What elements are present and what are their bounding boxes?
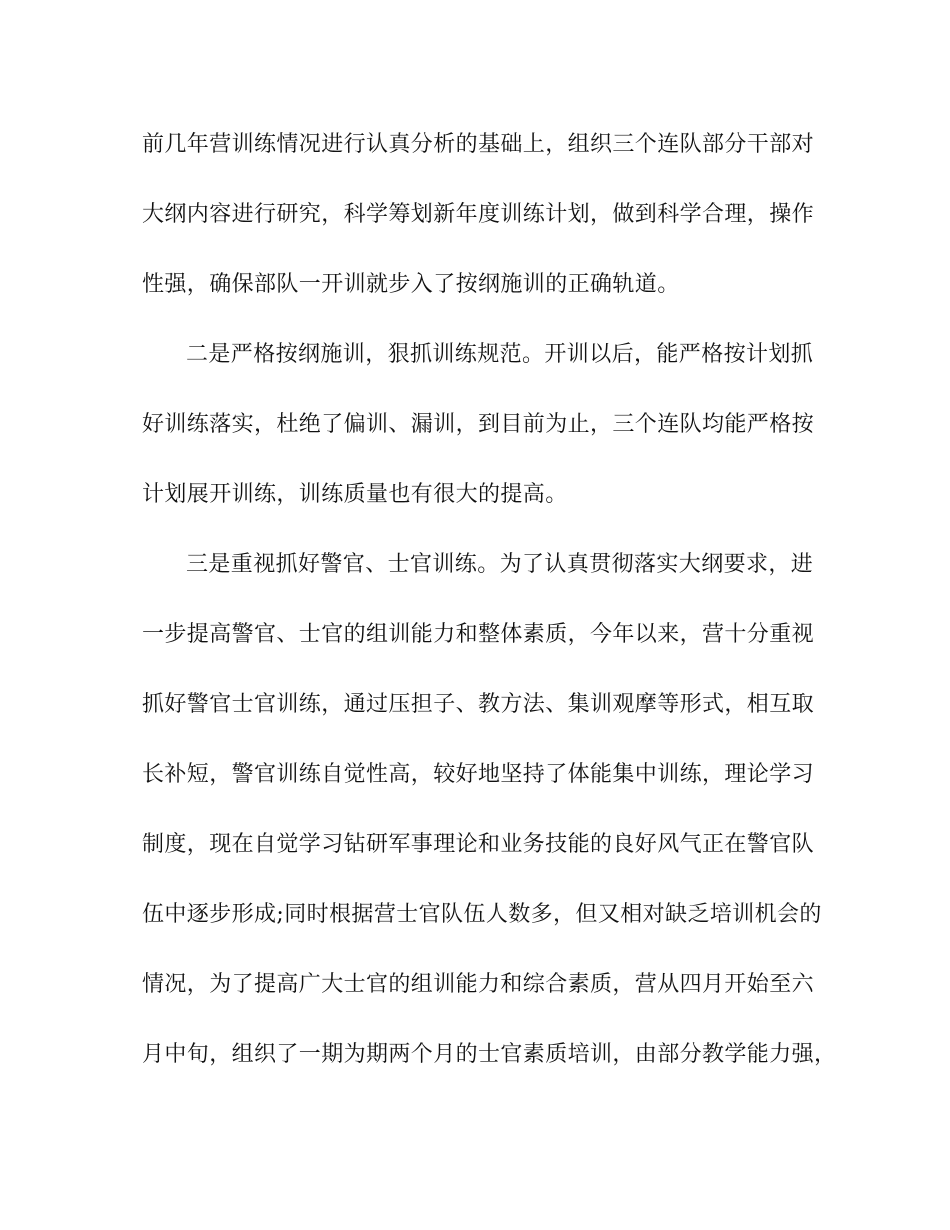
text-line: 长补短，警官训练自觉性高，较好地坚持了体能集中训练，理论学习 bbox=[142, 762, 815, 787]
body-text bbox=[142, 110, 837, 1090]
text-line: 伍中逐步形成;同时根据营士官队伍人数多，但又相对缺乏培训机会的 bbox=[142, 902, 822, 927]
text-line: 制度，现在自觉学习钻研军事理论和业务技能的良好风气正在警官队 bbox=[142, 832, 815, 857]
text-line: 月中旬，组织了一期为期两个月的士官素质培训，由部分教学能力强， bbox=[142, 1042, 837, 1067]
text-line: 计划展开训练，训练质量也有很大的提高。 bbox=[142, 482, 568, 507]
text-line: 大纲内容进行研究，科学筹划新年度训练计划，做到科学合理，操作 bbox=[142, 202, 815, 227]
paragraph-start-line: 三是重视抓好警官、士官训练。为了认真贯彻落实大纲要求，进 bbox=[186, 552, 814, 577]
text-line: 抓好警官士官训练，通过压担子、教方法、集训观摩等形式，相互取 bbox=[142, 692, 815, 717]
text-line: 情况，为了提高广大士官的组训能力和综合素质，营从四月开始至六 bbox=[142, 972, 815, 997]
text-line: 好训练落实，杜绝了偏训、漏训，到目前为止，三个连队均能严格按 bbox=[142, 412, 815, 437]
text-line: 前几年营训练情况进行认真分析的基础上，组织三个连队部分干部对 bbox=[142, 132, 815, 157]
text-line: 性强，确保部队一开训就步入了按纲施训的正确轨道。 bbox=[142, 272, 680, 297]
paragraph-start-line: 二是严格按纲施训，狠抓训练规范。开训以后，能严格按计划抓 bbox=[186, 342, 814, 367]
text-line: 一步提高警官、士官的组训能力和整体素质，今年以来，营十分重视 bbox=[142, 622, 815, 647]
